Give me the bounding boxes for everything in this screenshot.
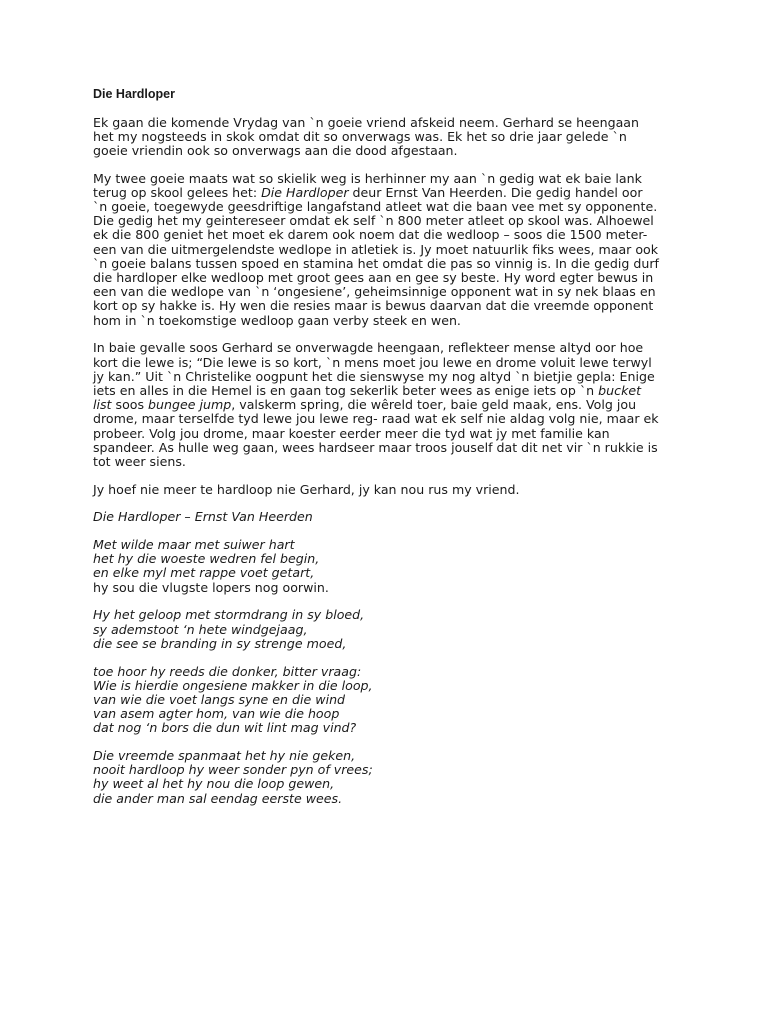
text-line <box>93 214 678 228</box>
italic-text: bucket <box>598 382 642 398</box>
italic-text: list <box>93 397 112 413</box>
text-line <box>93 271 678 285</box>
poem-line: het hy die woeste wedren fel begin, <box>93 551 320 567</box>
poem-line: sy ademstoot ‘n hete windgejaag, <box>93 621 308 637</box>
text-line <box>93 299 678 313</box>
text-line <box>93 186 678 200</box>
text-segment: iets en alles in die Hemel is en gaan tog sekerlik beter wees as enige iets op `n <box>93 382 599 398</box>
italic-text: Die Hardloper <box>261 184 349 200</box>
text-line <box>93 144 678 158</box>
text-line <box>93 200 678 214</box>
poem-line: en elke myl met rappe voet getart, <box>93 565 315 581</box>
text-segment: probeer. Volg jou drome, maar koester eerder meer die tyd wat jy met familie kan <box>93 425 610 441</box>
poem-stanza <box>93 608 678 651</box>
text-segment: Die gedig het my geintereseer omdat ek self `n 800 meter atleet op skool was. Alhoewel <box>93 213 654 229</box>
text-segment: Ek gaan die komende Vrydag van `n goeie vriend afskeid neem. Gerhard se heengaan <box>93 114 640 130</box>
poem-body <box>93 538 678 806</box>
poem-line: toe hoor hy reeds die donker, bitter vraag: <box>93 663 362 679</box>
poem-stanza <box>93 665 678 736</box>
poem-line: dat nog ‘n bors die dun wit lint mag vind? <box>93 720 357 736</box>
text-line <box>93 341 678 355</box>
text-line <box>93 285 678 299</box>
poem-line: hy weet al het hy nou die loop gewen, <box>93 776 335 792</box>
text-line <box>93 257 678 271</box>
text-segment: deur Ernst Van Heerden. Die gedig handel oor <box>348 184 643 200</box>
text-segment: ek die 800 geniet het moet ek darem ook noem dat die wedloop – soos die 1500 meter- <box>93 227 648 243</box>
text-segment: In baie gevalle soos Gerhard se onverwagde heengaan, reflekteer mense altyd oor hoe <box>93 340 644 356</box>
text-line <box>93 130 678 144</box>
document-title: Die Hardloper <box>93 87 175 101</box>
text-segment: kort op sy hakke is. Hy wen die resies maar is bewus daarvan dat die vreemde opponent <box>93 298 654 314</box>
text-line <box>93 483 678 497</box>
text-line <box>93 384 678 398</box>
text-line <box>93 228 678 242</box>
text-segment: een van die uitmergelendste wedlope in atletiek is. Jy moet natuurlik fiks wees, maar ook <box>93 241 659 257</box>
poem-line: hy sou die vlugste lopers nog oorwin. <box>93 579 329 595</box>
text-line <box>93 455 678 469</box>
poem-line: van wie die voet langs syne en die wind <box>93 691 346 707</box>
text-line <box>93 427 678 441</box>
text-line <box>93 370 678 384</box>
text-line <box>93 398 678 412</box>
text-segment: jy kan.” Uit `n Christelike oogpunt het die sienswyse my nog altyd `n bietjie gepla: Enige <box>93 368 655 384</box>
text-segment: drome, maar terselfde tyd lewe jou lewe reg- raad wat ek self nie aldag volg nie, maar ek <box>93 411 659 427</box>
text-segment: hom in `n toekomstige wedloop gaan verby steek en wen. <box>93 312 461 328</box>
paragraph <box>93 483 678 497</box>
text-line <box>93 116 678 130</box>
text-segment: My twee goeie maats wat so skielik weg is herhinner my aan `n gedig wat ek baie lank <box>93 170 642 186</box>
text-line <box>93 172 678 186</box>
text-segment: `n goeie balans tussen spoed en stamina het omdat die pas so vinnig is. In die gedig durf <box>93 255 659 271</box>
text-line <box>93 356 678 370</box>
paragraph <box>93 341 678 469</box>
poem-line: Wie is hierdie ongesiene makker in die loop, <box>93 677 373 693</box>
text-segment: Jy hoef nie meer te hardloop nie Gerhard, jy kan nou rus my vriend. <box>93 481 520 497</box>
poem-line: Hy het geloop met stormdrang in sy bloed, <box>93 607 365 623</box>
text-segment: terug op skool gelees het: <box>93 184 262 200</box>
text-segment: spandeer. As hulle weg gaan, wees hardseer maar troos jouself dat dit net vir `n rukkie is <box>93 439 658 455</box>
text-segment: soos <box>111 397 149 413</box>
poem-line: Die vreemde spanmaat het hy nie geken, <box>93 748 356 764</box>
poem-line: nooit hardloop hy weer sonder pyn of vrees; <box>93 762 373 778</box>
text-line <box>93 412 678 426</box>
paragraph <box>93 172 678 328</box>
text-segment: `n goeie, toegewyde geesdriftige langafstand atleet wat die baan vee met sy opponente. <box>93 199 658 215</box>
poem-title: Die Hardloper – Ernst Van Heerden <box>93 509 313 525</box>
text-segment: tot weer siens. <box>93 453 186 469</box>
poem-stanza <box>93 749 678 806</box>
text-line <box>93 314 678 328</box>
poem-line: Met wilde maar met suiwer hart <box>93 537 295 553</box>
text-segment: het my nogsteeds in skok omdat dit so onverwags was. Ek het so drie jaar gelede `n <box>93 128 627 144</box>
text-line <box>93 441 678 455</box>
text-segment: een van die wedlope van `n ‘ongesiene’, geheimsinnige opponent wat in sy nek blaas en <box>93 284 656 300</box>
document-body <box>93 86 678 806</box>
poem-line: die see se branding in sy strenge moed, <box>93 635 347 651</box>
text-line <box>93 243 678 257</box>
essay-body <box>93 116 678 497</box>
text-segment: die hardloper elke wedloop met groot gees aan en gee sy beste. Hy word egter bewus in <box>93 270 654 286</box>
poem-line: van asem agter hom, van wie die hoop <box>93 706 340 722</box>
italic-text: bungee jump <box>148 397 232 413</box>
poem-line: die ander man sal eendag eerste wees. <box>93 790 343 806</box>
paragraph <box>93 116 678 159</box>
text-segment: goeie vriendin ook so onverwags aan die dood afgestaan. <box>93 142 458 158</box>
poem-stanza <box>93 538 678 595</box>
text-segment: kort die lewe is; “Die lewe is so kort, `n mens moet jou lewe en drome voluit lewe terwyl <box>93 354 652 370</box>
text-segment: , valskerm spring, die wêreld toer, baie geld maak, ens. Volg jou <box>231 397 637 413</box>
